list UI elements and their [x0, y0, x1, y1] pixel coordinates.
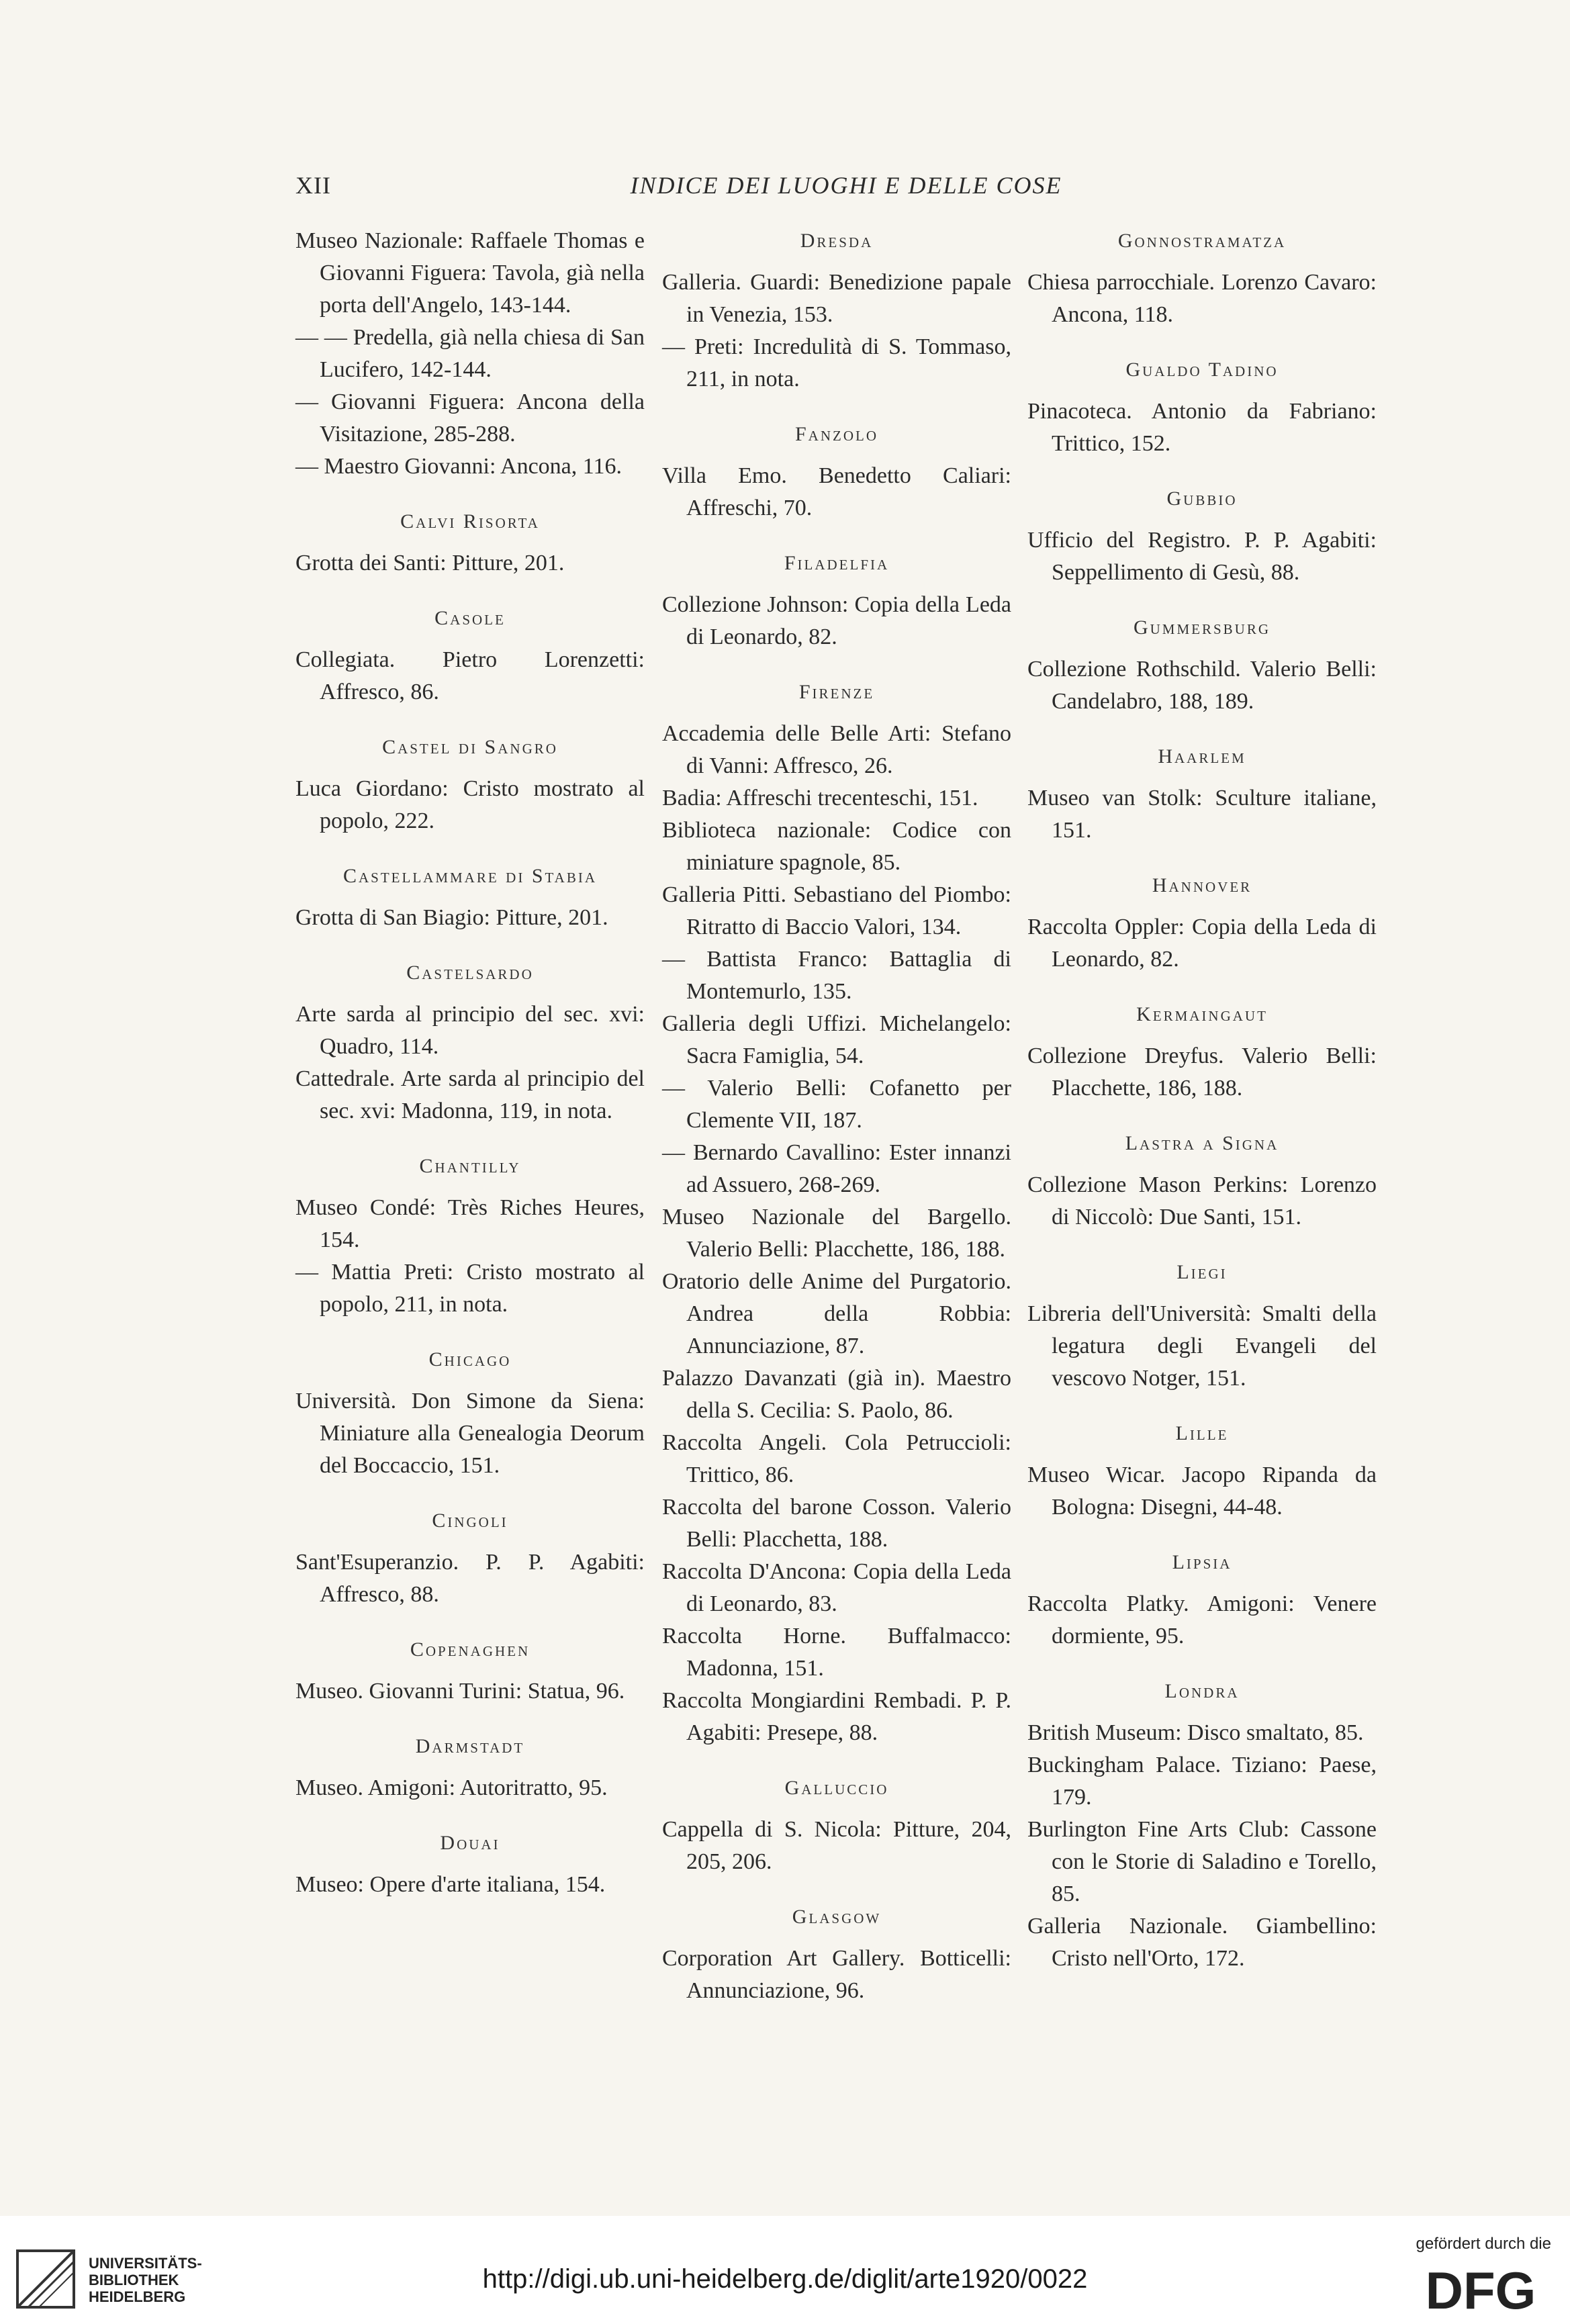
index-column-1 [295, 225, 645, 1901]
place-heading: Gummersburg [1133, 616, 1271, 639]
index-column-2 [662, 225, 1011, 2007]
index-entry: Galleria degli Uffizi. Michelangelo: Sacra Famiglia, 54. [662, 1011, 1011, 1068]
index-entry: Collezione Johnson: Copia della Leda di Leonardo, 82. [662, 592, 1011, 649]
index-entry: Oratorio delle Anime del Purgatorio. Andrea della Robbia: Annunciazione, 87. [662, 1269, 1011, 1358]
place-heading: Douai [440, 1832, 500, 1854]
index-entry: Biblioteca nazionale: Codice con miniature spagnole, 85. [662, 818, 1011, 875]
place-heading: Londra [1164, 1680, 1240, 1702]
place-heading: Copenaghen [410, 1638, 530, 1661]
index-entry: Raccolta del barone Cosson. Valerio Belli: Placchetta, 188. [662, 1495, 1011, 1552]
index-entry: Cappella di S. Nicola: Pitture, 204, 205, 206. [662, 1817, 1011, 1874]
place-heading: Hannover [1152, 874, 1252, 896]
index-entry: — Maestro Giovanni: Ancona, 116. [295, 454, 622, 479]
index-entry: Galleria. Guardi: Benedizione papale in Venezia, 153. [662, 270, 1011, 327]
index-entry: Raccolta Mongiardini Rembadi. P. P. Agabiti: Presepe, 88. [662, 1688, 1011, 1745]
place-heading: Calvi Risorta [400, 510, 540, 532]
source-url-link[interactable]: http://digi.ub.uni-heidelberg.de/diglit/arte1920/0022 [482, 2264, 1088, 2294]
index-entry: Museo van Stolk: Sculture italiane, 151. [1027, 786, 1377, 843]
index-entry: — Battista Franco: Battaglia di Montemurlo, 135. [662, 947, 1011, 1004]
place-heading: Firenze [798, 681, 875, 703]
index-entry: Museo. Amigoni: Autoritratto, 95. [295, 1775, 608, 1800]
index-entry: Museo Nazionale del Bargello. Valerio Belli: Placchette, 186, 188. [662, 1205, 1011, 1262]
dfg-logo-text: DFG [1425, 2263, 1536, 2317]
index-entry: Buckingham Palace. Tiziano: Paese, 179. [1027, 1753, 1377, 1810]
index-entry: Accademia delle Belle Arti: Stefano di Vanni: Affresco, 26. [662, 721, 1011, 778]
funding-label: gefördert durch die [1416, 2235, 1551, 2253]
place-heading: Lipsia [1172, 1551, 1232, 1573]
index-entry: Collegiata. Pietro Lorenzetti: Affresco, 86. [295, 647, 645, 704]
place-heading: Casole [434, 607, 506, 629]
index-entry: Burlington Fine Arts Club: Cassone con le Storie di Saladino e Torello, 85. [1027, 1817, 1377, 1906]
index-entry: Raccolta Horne. Buffalmacco: Madonna, 151. [662, 1624, 1011, 1681]
place-heading: Cingoli [432, 1509, 508, 1532]
index-entry: Museo Nazionale: Raffaele Thomas e Giovanni Figuera: Tavola, già nella porta dell'Angelo, 143-144. [295, 228, 645, 318]
library-name-line: HEIDELBERG [89, 2288, 186, 2305]
index-column-3 [1027, 225, 1377, 1975]
page-number: XII [295, 172, 331, 199]
index-entry: Villa Emo. Benedetto Caliari: Affreschi, 70. [662, 463, 1011, 520]
index-entry: Galleria Pitti. Sebastiano del Piombo: Ritratto di Baccio Valori, 134. [662, 882, 1011, 939]
index-entry: Badia: Affreschi trecenteschi, 151. [662, 786, 978, 810]
index-entry: Chiesa parrocchiale. Lorenzo Cavaro: Ancona, 118. [1027, 270, 1377, 327]
place-heading: Haarlem [1158, 745, 1246, 768]
place-heading: Gubbio [1166, 487, 1238, 510]
index-entry: Raccolta D'Ancona: Copia della Leda di Leonardo, 83. [662, 1559, 1011, 1616]
place-heading: Lille [1175, 1422, 1229, 1444]
place-heading: Darmstadt [415, 1735, 525, 1757]
index-entry: Collezione Dreyfus. Valerio Belli: Placchette, 186, 188. [1027, 1043, 1377, 1101]
page-header [295, 171, 1397, 205]
index-entry: Museo. Giovanni Turini: Statua, 96. [295, 1679, 625, 1704]
place-heading: Chantilly [419, 1155, 521, 1177]
library-name-line: BIBLIOTHEK [89, 2272, 179, 2288]
index-entry: Università. Don Simone da Siena: Miniature alla Genealogia Deorum del Boccaccio, 151. [295, 1389, 645, 1478]
index-entry: Raccolta Oppler: Copia della Leda di Leonardo, 82. [1027, 915, 1377, 972]
index-entry: British Museum: Disco smaltato, 85. [1027, 1720, 1364, 1745]
place-heading: Dresda [800, 230, 874, 252]
index-entry: Palazzo Davanzati (già in). Maestro della S. Cecilia: S. Paolo, 86. [662, 1366, 1011, 1423]
place-heading: Gualdo Tadino [1125, 359, 1279, 381]
index-entry: Galleria Nazionale. Giambellino: Cristo nell'Orto, 172. [1027, 1914, 1377, 1971]
index-entry: Museo Condé: Très Riches Heures, 154. [295, 1195, 645, 1252]
index-entry: Ufficio del Registro. P. P. Agabiti: Seppellimento di Gesù, 88. [1027, 528, 1377, 585]
index-entry: Raccolta Platky. Amigoni: Venere dormiente, 95. [1027, 1591, 1377, 1648]
place-heading: Liegi [1176, 1261, 1228, 1283]
index-entry: Collezione Rothschild. Valerio Belli: Candelabro, 188, 189. [1027, 657, 1377, 714]
index-entry: — Mattia Preti: Cristo mostrato al popolo, 211, in nota. [295, 1260, 645, 1317]
index-entry: — Valerio Belli: Cofanetto per Clemente VII, 187. [662, 1076, 1011, 1133]
index-entry: Sant'Esuperanzio. P. P. Agabiti: Affresco, 88. [295, 1550, 645, 1607]
library-name-line: UNIVERSITÄTS- [89, 2255, 202, 2272]
place-heading: Fanzolo [794, 423, 878, 445]
footer-bar [0, 2216, 1570, 2324]
dfg-logo-icon [1410, 2263, 1551, 2317]
place-heading: Filadelfia [784, 552, 890, 574]
index-entry: Luca Giordano: Cristo mostrato al popolo, 222. [295, 776, 645, 833]
index-entry: — Bernardo Cavallino: Ester innanzi ad Assuero, 268-269. [662, 1140, 1011, 1197]
index-entry: — Preti: Incredulità di S. Tommaso, 211, in nota. [662, 334, 1011, 391]
index-entry: Grotta di San Biagio: Pitture, 201. [295, 905, 608, 930]
place-heading: Gonnostramatza [1117, 230, 1287, 252]
index-entry: — Giovanni Figuera: Ancona della Visitazione, 285-288. [295, 389, 645, 447]
place-heading: Galluccio [784, 1777, 889, 1799]
index-entry: Museo Wicar. Jacopo Ripanda da Bologna: Disegni, 44-48. [1027, 1462, 1377, 1520]
index-entry: Grotta dei Santi: Pitture, 201. [295, 551, 565, 575]
index-entry: Collezione Mason Perkins: Lorenzo di Niccolò: Due Santi, 151. [1027, 1172, 1377, 1229]
index-entry: Pinacoteca. Antonio da Fabriano: Trittico, 152. [1027, 399, 1377, 456]
index-entry: Museo: Opere d'arte italiana, 154. [295, 1872, 606, 1897]
place-heading: Castelsardo [406, 962, 534, 984]
index-entry: Libreria dell'Università: Smalti della legatura degli Evangeli del vescovo Notger, 151. [1027, 1301, 1377, 1391]
place-heading: Castel di Sangro [382, 736, 558, 758]
place-heading: Lastra a Signa [1125, 1132, 1279, 1154]
index-entry: Arte sarda al principio del sec. xvi: Quadro, 114. [295, 1002, 645, 1059]
index-entry: Corporation Art Gallery. Botticelli: Annunciazione, 96. [662, 1946, 1011, 2003]
place-heading: Kermaingaut [1136, 1003, 1268, 1025]
page-title: INDICE DEI LUOGHI E DELLE COSE [630, 172, 1062, 199]
index-entry: Raccolta Angeli. Cola Petruccioli: Trittico, 86. [662, 1430, 1011, 1487]
index-entry: Cattedrale. Arte sarda al principio del sec. xvi: Madonna, 119, in nota. [295, 1066, 645, 1123]
index-entry: — — Predella, già nella chiesa di San Lucifero, 142-144. [295, 325, 645, 382]
place-heading: Castellammare di Stabia [343, 865, 597, 887]
place-heading: Glasgow [792, 1906, 882, 1928]
place-heading: Chicago [428, 1348, 512, 1370]
